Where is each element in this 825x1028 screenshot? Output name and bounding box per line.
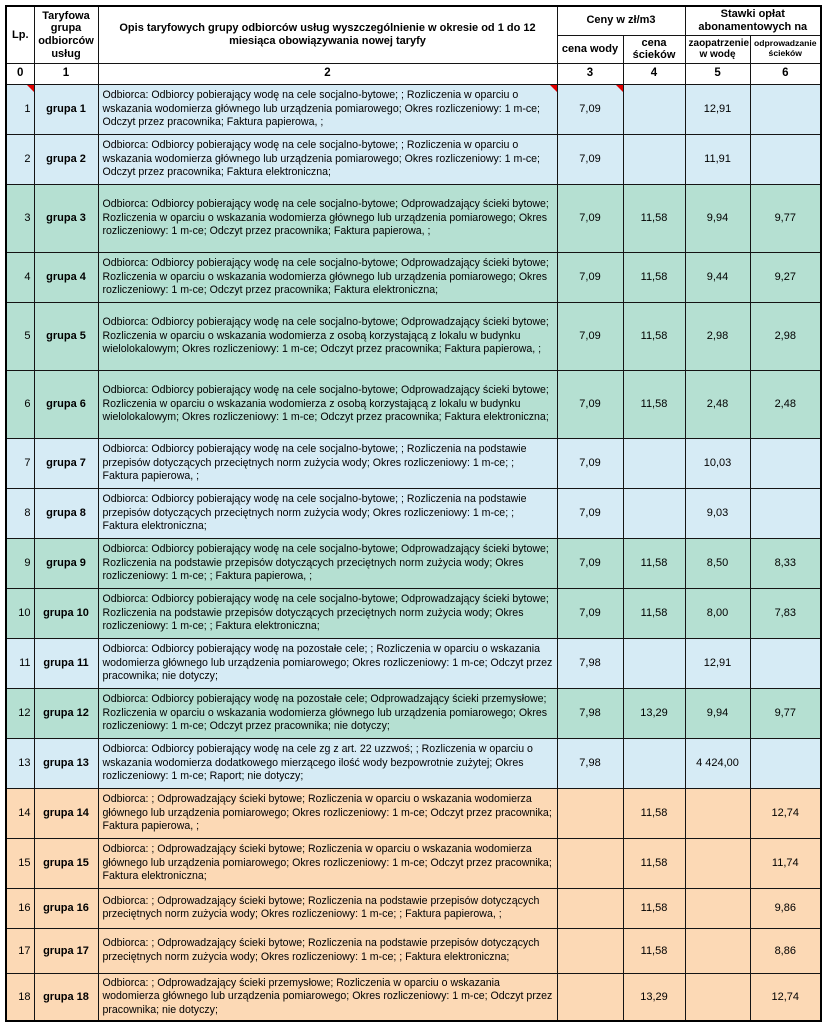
tariff-table [5, 5, 822, 1022]
group-label: grupa 17 [43, 944, 89, 957]
group-cell [34, 134, 98, 184]
water-fee-cell [685, 84, 750, 134]
sewage-fee-value: 2,48 [774, 398, 796, 411]
water-price-cell [557, 638, 623, 688]
water-fee-cell [685, 370, 750, 438]
water-price-value: 7,09 [579, 153, 601, 166]
group-label: grupa 5 [46, 330, 86, 343]
sewage-fee-value: 8,33 [774, 557, 796, 570]
sewage-price-cell [623, 788, 685, 838]
column-index-row [6, 63, 821, 84]
water-price-cell [557, 738, 623, 788]
row-number-cell [6, 184, 34, 252]
row-number-cell [6, 438, 34, 488]
sewage-price-cell [623, 838, 685, 888]
sewage-fee-value: 9,27 [774, 271, 796, 284]
sewage-fee-cell [750, 184, 821, 252]
table-body [6, 84, 821, 1021]
col-group-fees: Stawki opłat abonamentowych na [685, 6, 821, 35]
water-price-cell [557, 588, 623, 638]
description-text: Odbiorca: Odbiorcy pobierający wodę na cele socjalno-bytowe; ; Rozliczenia na podstawie przepisów dotyczących przeciętnych norm zużycia wody; Okres rozliczeniowy: 1 m-ce; ; Faktura elektroniczna; [102, 493, 527, 532]
sewage-price-cell [623, 184, 685, 252]
sewage-fee-value: 12,74 [771, 991, 800, 1004]
sewage-price-value: 11,58 [640, 271, 668, 284]
row-number: 3 [24, 212, 31, 225]
sewage-price-cell [623, 688, 685, 738]
description-text: Odbiorca: ; Odprowadzający ścieki przemysłowe; Rozliczenia w oparciu o wskazania wodomierza głównego lub urządzenia pomiarowego; Okres rozliczeniowy: 1 m-ce; Odczyt przez pracownika; nie dotyczy; [102, 977, 553, 1016]
group-cell [34, 302, 98, 370]
index-cell: 3 [557, 63, 623, 84]
water-fee-cell [685, 838, 750, 888]
sewage-fee-value: 9,86 [774, 902, 796, 915]
description-cell [98, 252, 557, 302]
group-label: grupa 12 [43, 707, 89, 720]
water-price-value: 7,09 [579, 271, 601, 284]
water-price-cell [557, 252, 623, 302]
group-cell [34, 973, 98, 1021]
group-cell [34, 438, 98, 488]
sewage-price-cell [623, 370, 685, 438]
sewage-fee-cell [750, 788, 821, 838]
row-number-cell [6, 370, 34, 438]
description-cell [98, 838, 557, 888]
sewage-fee-cell [750, 688, 821, 738]
description-cell [98, 184, 557, 252]
sewage-price-cell [623, 134, 685, 184]
group-label: grupa 14 [43, 807, 89, 820]
sewage-price-cell [623, 538, 685, 588]
row-number: 12 [18, 707, 31, 720]
col-header-description: Opis taryfowych grupy odbiorców usług wyszczególnienie w okresie od 1 do 12 miesiąca obowiązywania nowej taryfy [98, 6, 557, 63]
water-price-cell [557, 688, 623, 738]
row-number-cell [6, 688, 34, 738]
sewage-fee-cell [750, 252, 821, 302]
row-number-cell [6, 888, 34, 928]
description-text: Odbiorca: Odbiorcy pobierający wodę na cele socjalno-bytowe; ; Rozliczenia w oparciu o wskazania wodomierza głównego lub urządzenia pomiarowego; Okres rozliczeniowy: 1 m-ce; Odczyt przez pracownika; Faktura papierowa, ; [102, 89, 540, 128]
sewage-fee-cell [750, 84, 821, 134]
water-fee-value: 9,94 [706, 212, 729, 225]
water-fee-cell [685, 928, 750, 973]
group-cell [34, 538, 98, 588]
row-number: 4 [24, 271, 31, 284]
group-cell [34, 84, 98, 134]
group-cell [34, 638, 98, 688]
sewage-price-cell [623, 888, 685, 928]
sewage-price-cell [623, 84, 685, 134]
description-cell [98, 888, 557, 928]
water-price-cell [557, 928, 623, 973]
col-header-water-price: cena wody [557, 35, 623, 63]
row-number-cell [6, 84, 34, 134]
water-price-cell [557, 134, 623, 184]
water-price-cell [557, 973, 623, 1021]
water-fee-value: 9,94 [706, 707, 729, 720]
sewage-fee-cell [750, 738, 821, 788]
water-price-cell [557, 888, 623, 928]
group-cell [34, 738, 98, 788]
description-cell [98, 688, 557, 738]
water-fee-value: 2,48 [706, 398, 729, 411]
row-number: 14 [18, 807, 31, 820]
description-text: Odbiorca: Odbiorcy pobierający wodę na pozostałe cele; ; Rozliczenia w oparciu o wskazania wodomierza głównego lub urządzenia pomiarowego; Okres rozliczeniowy: 1 m-ce; Odczyt przez pracownika; nie dotyczy; [102, 643, 553, 682]
table-row [6, 928, 821, 973]
water-price-cell [557, 184, 623, 252]
row-number-cell [6, 838, 34, 888]
description-text: Odbiorca: ; Odprowadzający ścieki bytowe; Rozliczenia w oparciu o wskazania wodomierza głównego lub urządzenia pomiarowego; Okres rozliczeniowy: 1 m-ce; Odczyt przez pracownika; Faktura papierowa, ; [102, 793, 552, 832]
group-cell [34, 252, 98, 302]
table-row [6, 588, 821, 638]
description-text: Odbiorca: Odbiorcy pobierający wodę na cele socjalno-bytowe; ; Rozliczenia w oparciu o wskazania wodomierza głównego lub urządzenia pomiarowego; Okres rozliczeniowy: 1 m-ce; Odczyt przez pracownika; Faktura elektroniczna; [102, 139, 540, 178]
row-number-cell [6, 538, 34, 588]
water-fee-cell [685, 588, 750, 638]
row-number-cell [6, 488, 34, 538]
water-fee-cell [685, 302, 750, 370]
sewage-price-value: 13,29 [640, 991, 668, 1004]
sewage-fee-value: 2,98 [774, 330, 796, 343]
table-row [6, 838, 821, 888]
table-row [6, 438, 821, 488]
row-number: 1 [24, 103, 31, 116]
table-row [6, 638, 821, 688]
row-number-cell [6, 252, 34, 302]
sewage-price-value: 11,58 [640, 857, 668, 870]
sewage-price-value: 11,58 [640, 607, 668, 620]
table-row [6, 538, 821, 588]
group-label: grupa 8 [46, 507, 86, 520]
description-text: Odbiorca: Odbiorcy pobierający wodę na cele socjalno-bytowe; Odprowadzający ścieki bytowe; Rozliczenia na podstawie przepisów dotyczących przeciętnych norm zużycia wody; Okres rozliczeniowy: 1 m-ce; ; Faktura papierowa, ; [102, 543, 549, 582]
group-label: grupa 10 [43, 607, 89, 620]
sewage-price-value: 11,58 [640, 330, 668, 343]
description-text: Odbiorca: ; Odprowadzający ścieki bytowe; Rozliczenia na podstawie przepisów dotyczących przeciętnych norm zużycia wody; Okres rozliczeniowy: 1 m-ce; ; Faktura papierowa, ; [102, 894, 540, 921]
description-text: Odbiorca: Odbiorcy pobierający wodę na cele socjalno-bytowe; Odprowadzający ścieki bytowe; Rozliczenia w oparciu o wskazania wodomierza głównego lub urządzenia pomiarowego; Okres rozliczeniowy: 1 m-ce; Odczyt przez pracownika; Faktura elektroniczna; [102, 257, 549, 296]
sewage-fee-cell [750, 538, 821, 588]
water-price-value: 7,09 [579, 557, 601, 570]
table-row [6, 688, 821, 738]
row-number-cell [6, 788, 34, 838]
description-cell [98, 928, 557, 973]
row-number: 15 [18, 857, 31, 870]
description-cell [98, 973, 557, 1021]
water-price-value: 7,09 [579, 212, 601, 225]
water-price-value: 7,98 [579, 707, 601, 720]
col-header-sewage-price: cena ścieków [623, 35, 685, 63]
sewage-price-value: 11,58 [640, 944, 668, 957]
sewage-price-cell [623, 438, 685, 488]
group-cell [34, 184, 98, 252]
water-fee-cell [685, 488, 750, 538]
table-row [6, 788, 821, 838]
sewage-fee-value: 12,74 [771, 807, 800, 820]
description-cell [98, 438, 557, 488]
water-price-value: 7,09 [579, 398, 601, 411]
row-number: 6 [24, 398, 31, 411]
description-cell [98, 538, 557, 588]
sewage-price-cell [623, 488, 685, 538]
row-number: 13 [18, 757, 31, 770]
row-number-cell [6, 134, 34, 184]
description-cell [98, 638, 557, 688]
water-fee-cell [685, 538, 750, 588]
description-cell [98, 84, 557, 134]
index-cell: 2 [98, 63, 557, 84]
row-number-cell [6, 588, 34, 638]
water-fee-cell [685, 973, 750, 1021]
water-fee-cell [685, 252, 750, 302]
description-text: Odbiorca: Odbiorcy pobierający wodę na cele socjalno-bytowe; Odprowadzający ścieki bytowe; Rozliczenia na podstawie przepisów dotyczących przeciętnych norm zużycia wody; Okres rozliczeniowy: 1 m-ce; ; Faktura elektroniczna; [102, 593, 549, 632]
group-label: grupa 15 [43, 857, 89, 870]
row-number: 7 [24, 457, 31, 470]
index-cell: 4 [623, 63, 685, 84]
sewage-price-cell [623, 302, 685, 370]
water-price-cell [557, 788, 623, 838]
index-cell: 5 [685, 63, 750, 84]
water-price-cell [557, 538, 623, 588]
index-cell: 0 [6, 63, 34, 84]
group-label: grupa 2 [46, 153, 86, 166]
water-price-value: 7,09 [579, 457, 601, 470]
description-cell [98, 738, 557, 788]
water-fee-value: 2,98 [706, 330, 729, 343]
row-number-cell [6, 638, 34, 688]
index-cell: 1 [34, 63, 98, 84]
description-text: Odbiorca: ; Odprowadzający ścieki bytowe; Rozliczenia na podstawie przepisów dotyczących przeciętnych norm zużycia wody; Okres rozliczeniowy: 1 m-ce; ; Faktura elektroniczna; [102, 937, 540, 963]
group-cell [34, 588, 98, 638]
water-fee-value: 4 424,00 [696, 757, 739, 770]
group-label: grupa 6 [46, 398, 86, 411]
water-fee-value: 11,91 [704, 153, 731, 166]
water-price-cell [557, 838, 623, 888]
water-fee-value: 8,00 [706, 607, 729, 620]
col-header-group: Taryfowa grupa odbiorców usług [34, 6, 98, 63]
water-price-value: 7,98 [579, 757, 601, 770]
description-text: Odbiorca: Odbiorcy pobierający wodę na cele socjalno-bytowe; Odprowadzający ścieki bytowe; Rozliczenia w oparciu o wskazania wodomierza głównego lub urządzenia pomiarowego; Okres rozliczeniowy: 1 m-ce; Odczyt przez pracownika; Faktura papierowa, ; [102, 198, 549, 237]
index-cell: 6 [750, 63, 821, 84]
table-row [6, 252, 821, 302]
col-group-prices: Ceny w zł/m3 [557, 6, 685, 35]
group-cell [34, 888, 98, 928]
description-text: Odbiorca: Odbiorcy pobierający wodę na cele zg z art. 22 uzzwoś; ; Rozliczenia w oparciu o wskazania wodomierza dodatkowego mierzącego ilość wody bezpowrotnie zużytej; Okres rozliczeniowy: 1 m-ce; Raport; nie dotyczy; [102, 743, 533, 782]
water-fee-cell [685, 788, 750, 838]
sewage-price-value: 11,58 [640, 398, 668, 411]
sewage-price-cell [623, 973, 685, 1021]
sewage-fee-cell [750, 888, 821, 928]
water-fee-cell [685, 184, 750, 252]
sewage-price-cell [623, 638, 685, 688]
sewage-fee-cell [750, 973, 821, 1021]
water-price-cell [557, 370, 623, 438]
group-label: grupa 18 [43, 991, 89, 1004]
water-fee-cell [685, 438, 750, 488]
group-cell [34, 788, 98, 838]
water-fee-value: 12,91 [703, 103, 732, 116]
group-cell [34, 838, 98, 888]
group-label: grupa 16 [43, 902, 89, 915]
sewage-price-value: 11,58 [640, 557, 668, 570]
description-text: Odbiorca: ; Odprowadzający ścieki bytowe; Rozliczenia w oparciu o wskazania wodomierza głównego lub urządzenia pomiarowego; Okres rozliczeniowy: 1 m-ce; Odczyt przez pracownika; Faktura elektroniczna; [102, 843, 552, 882]
row-number: 11 [19, 657, 31, 670]
water-price-value: 7,09 [579, 103, 601, 116]
water-fee-cell [685, 134, 750, 184]
group-label: grupa 3 [46, 212, 86, 225]
table-row [6, 488, 821, 538]
water-fee-cell [685, 888, 750, 928]
table-header [6, 6, 821, 84]
water-fee-value: 9,03 [706, 507, 729, 520]
row-number-cell [6, 738, 34, 788]
sewage-price-value: 11,58 [640, 902, 668, 915]
comment-marker-icon[interactable] [616, 85, 623, 92]
sewage-fee-cell [750, 588, 821, 638]
sewage-price-value: 11,58 [640, 212, 668, 225]
water-price-value: 7,98 [579, 657, 601, 670]
sewage-fee-value: 9,77 [774, 212, 796, 225]
row-number: 17 [18, 944, 31, 957]
water-fee-cell [685, 688, 750, 738]
water-fee-value: 8,50 [706, 557, 729, 570]
description-text: Odbiorca: Odbiorcy pobierający wodę na cele socjalno-bytowe; Odprowadzający ścieki bytowe; Rozliczenia w oparciu o wskazania wodomierza z osobą korzystającą z lokalu w budynku wielolokalowym; Okres rozliczeniowy: 1 m-ce; Odczyt przez pracownika; Faktura elektroniczna; [102, 384, 549, 423]
water-price-cell [557, 438, 623, 488]
sewage-fee-cell [750, 438, 821, 488]
water-price-cell [557, 302, 623, 370]
description-cell [98, 302, 557, 370]
row-number: 9 [24, 557, 31, 570]
water-fee-cell [685, 638, 750, 688]
group-label: grupa 4 [46, 271, 86, 284]
table-row [6, 973, 821, 1021]
row-number: 5 [24, 330, 31, 343]
water-price-value: 7,09 [579, 607, 601, 620]
table-row [6, 738, 821, 788]
sewage-fee-value: 7,83 [774, 607, 796, 620]
row-number: 8 [24, 507, 31, 520]
sewage-fee-cell [750, 638, 821, 688]
sewage-fee-cell [750, 928, 821, 973]
description-cell [98, 370, 557, 438]
group-cell [34, 370, 98, 438]
water-fee-value: 12,91 [703, 657, 732, 670]
sewage-price-cell [623, 588, 685, 638]
description-cell [98, 134, 557, 184]
water-price-value: 7,09 [579, 330, 601, 343]
sewage-fee-cell [750, 370, 821, 438]
description-text: Odbiorca: Odbiorcy pobierający wodę na cele socjalno-bytowe; ; Rozliczenia na podstawie przepisów dotyczących przeciętnych norm zużycia wody; Okres rozliczeniowy: 1 m-ce; ; Faktura papierowa, ; [102, 443, 527, 482]
sewage-fee-value: 11,74 [771, 857, 799, 870]
water-price-cell [557, 488, 623, 538]
group-label: grupa 7 [46, 457, 86, 470]
group-label: grupa 1 [46, 103, 86, 116]
water-price-cell [557, 84, 623, 134]
water-fee-cell [685, 738, 750, 788]
sewage-fee-value: 8,86 [774, 944, 796, 957]
description-cell [98, 788, 557, 838]
sewage-fee-cell [750, 134, 821, 184]
row-number: 10 [18, 607, 31, 620]
group-label: grupa 11 [43, 657, 89, 670]
row-number: 18 [18, 991, 31, 1004]
row-number-cell [6, 928, 34, 973]
table-row [6, 84, 821, 134]
sewage-fee-cell [750, 488, 821, 538]
water-price-value: 7,09 [579, 507, 601, 520]
description-text: Odbiorca: Odbiorcy pobierający wodę na cele socjalno-bytowe; Odprowadzający ścieki bytowe; Rozliczenia w oparciu o wskazania wodomierza z osobą korzystającą z lokalu w budynku wielolokalowym; Okres rozliczeniowy: 1 m-ce; Odczyt przez pracownika; Faktura papierowa, ; [102, 316, 549, 355]
sewage-price-cell [623, 928, 685, 973]
group-cell [34, 928, 98, 973]
table-row [6, 184, 821, 252]
description-cell [98, 488, 557, 538]
row-number: 16 [18, 902, 31, 915]
table-row [6, 888, 821, 928]
water-fee-value: 9,44 [706, 271, 729, 284]
group-label: grupa 13 [43, 757, 89, 770]
group-cell [34, 488, 98, 538]
row-number-cell [6, 302, 34, 370]
table-row [6, 302, 821, 370]
sewage-fee-cell [750, 838, 821, 888]
comment-marker-icon[interactable] [27, 85, 34, 92]
description-text: Odbiorca: Odbiorcy pobierający wodę na pozostałe cele; Odprowadzający ścieki przemysłowe; Rozliczenia w oparciu o wskazania wodomierza głównego lub urządzenia pomiarowego; Okres rozliczeniowy: 1 m-ce; Odczyt przez pracownika; nie dotyczy; [102, 693, 548, 732]
sewage-price-value: 13,29 [640, 707, 668, 720]
sewage-price-value: 11,58 [640, 807, 668, 820]
water-fee-value: 10,03 [703, 457, 732, 470]
col-header-water-fee: zaopatrzenie w wodę [685, 35, 750, 63]
col-header-lp: Lp. [6, 6, 34, 63]
table-row [6, 134, 821, 184]
sewage-price-cell [623, 738, 685, 788]
row-number: 2 [24, 153, 31, 166]
comment-marker-icon[interactable] [550, 85, 557, 92]
description-cell [98, 588, 557, 638]
group-label: grupa 9 [46, 557, 86, 570]
sewage-price-cell [623, 252, 685, 302]
row-number-cell [6, 973, 34, 1021]
group-cell [34, 688, 98, 738]
sewage-fee-cell [750, 302, 821, 370]
table-row [6, 370, 821, 438]
col-header-sewage-fee: odprowadzanie ścieków [750, 35, 821, 63]
sewage-fee-value: 9,77 [774, 707, 796, 720]
